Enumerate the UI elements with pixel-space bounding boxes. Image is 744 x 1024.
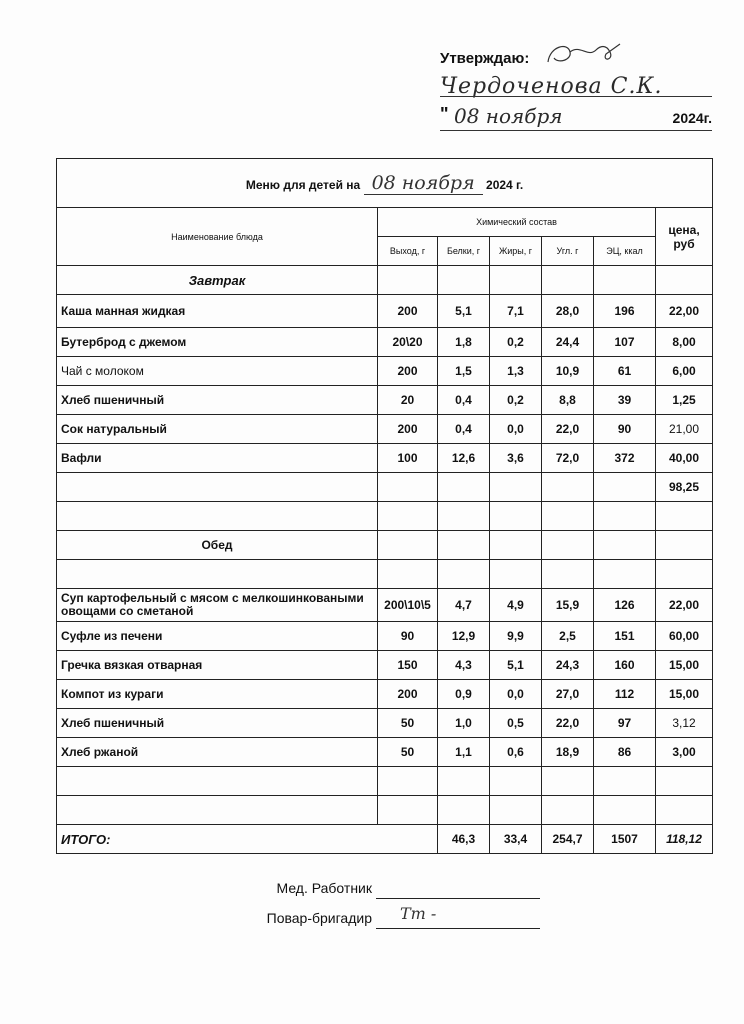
table-row (57, 680, 713, 709)
header-col: ЭЦ, ккал (594, 237, 656, 266)
header-col: Белки, г (438, 237, 490, 266)
cell-protein: 0,9 (438, 680, 490, 709)
title-suffix: 2024 г. (486, 178, 524, 192)
cell-protein: 0,4 (438, 386, 490, 415)
table-row (57, 415, 713, 444)
name-line (440, 96, 712, 97)
title-date: 08 ноября (364, 172, 483, 195)
cell-energy: 90 (594, 415, 656, 444)
cell-out: 200 (378, 680, 438, 709)
cell-price: 15,00 (656, 651, 713, 680)
cell-energy: 39 (594, 386, 656, 415)
table-row (57, 589, 713, 622)
title-prefix: Меню для детей на (245, 178, 361, 192)
cell-energy: 372 (594, 444, 656, 473)
cell-carb: 2,5 (542, 622, 594, 651)
cook-signature: Тт - (400, 904, 437, 923)
header-dish-name: Наименование блюда (57, 208, 378, 266)
cell-price: 40,00 (656, 444, 713, 473)
header-chem: Химический состав (378, 208, 656, 237)
cell-price: 3,00 (656, 738, 713, 767)
cell-energy: 196 (594, 295, 656, 328)
cell-energy: 112 (594, 680, 656, 709)
cook-signature-line (376, 928, 540, 929)
cell-out: 50 (378, 709, 438, 738)
cell-out: 50 (378, 738, 438, 767)
cell-carb: 24,3 (542, 651, 594, 680)
cell-price: 1,25 (656, 386, 713, 415)
cell-energy: 86 (594, 738, 656, 767)
total-row (57, 825, 713, 854)
table-row (57, 738, 713, 767)
cell-carb: 24,4 (542, 328, 594, 357)
cell-out: 100 (378, 444, 438, 473)
cell-protein: 1,5 (438, 357, 490, 386)
cell-price: 3,12 (656, 709, 713, 738)
dish-name: Компот из кураги (57, 680, 378, 709)
table-row (57, 651, 713, 680)
cell-fat: 3,6 (490, 444, 542, 473)
approval-date: 08 ноября (454, 104, 563, 128)
table-row (57, 386, 713, 415)
dish-name: Суп картофельный с мясом с мелкошинковаными овощами со сметаной (57, 589, 378, 622)
dish-name: Чай с молоком (57, 357, 378, 386)
cell-protein: 1,1 (438, 738, 490, 767)
cell-price: 22,00 (656, 295, 713, 328)
cell-fat: 0,0 (490, 415, 542, 444)
empty-row (57, 560, 713, 589)
header-col: Жиры, г (490, 237, 542, 266)
cell-energy: 107 (594, 328, 656, 357)
total-protein: 46,3 (438, 825, 490, 854)
total-fat: 33,4 (490, 825, 542, 854)
cell-out: 150 (378, 651, 438, 680)
cell-protein: 1,0 (438, 709, 490, 738)
cell-protein: 4,3 (438, 651, 490, 680)
table-row (57, 709, 713, 738)
cell-energy: 126 (594, 589, 656, 622)
cell-fat: 0,0 (490, 680, 542, 709)
dish-name: Хлеб пшеничный (57, 709, 378, 738)
menu-title (57, 159, 713, 208)
cell-out: 200 (378, 357, 438, 386)
cell-fat: 0,5 (490, 709, 542, 738)
cell-energy: 160 (594, 651, 656, 680)
cell-out: 200 (378, 295, 438, 328)
cell-price: 22,00 (656, 589, 713, 622)
table-row (57, 444, 713, 473)
table-row (57, 328, 713, 357)
dish-name: Сок натуральный (57, 415, 378, 444)
total-label: ИТОГО: (57, 825, 438, 854)
cell-price: 21,00 (656, 415, 713, 444)
cell-fat: 0,6 (490, 738, 542, 767)
dish-name: Суфле из печени (57, 622, 378, 651)
cell-carb: 22,0 (542, 415, 594, 444)
table-row (57, 357, 713, 386)
dish-name: Бутерброд с джемом (57, 328, 378, 357)
cell-fat: 0,2 (490, 386, 542, 415)
section-breakfast: Завтрак (57, 266, 378, 295)
cell-price: 15,00 (656, 680, 713, 709)
header-col: Угл. г (542, 237, 594, 266)
cell-price: 8,00 (656, 328, 713, 357)
cell-carb: 10,9 (542, 357, 594, 386)
date-line (440, 130, 712, 131)
cell-protein: 0,4 (438, 415, 490, 444)
dish-name: Гречка вязкая отварная (57, 651, 378, 680)
dish-name: Хлеб пшеничный (57, 386, 378, 415)
approval-block (440, 38, 712, 138)
table-row (57, 295, 713, 328)
cell-out: 200\10\5 (378, 589, 438, 622)
menu-table (56, 158, 713, 854)
cell-carb: 18,9 (542, 738, 594, 767)
header-price: цена, руб (656, 208, 713, 266)
cell-carb: 15,9 (542, 589, 594, 622)
dish-name: Хлеб ржаной (57, 738, 378, 767)
cell-carb: 8,8 (542, 386, 594, 415)
approval-year: 2024г. (672, 110, 712, 126)
cell-fat: 4,9 (490, 589, 542, 622)
approver-name: Чердоченова С.К. (440, 74, 663, 99)
med-signature-line (376, 898, 540, 899)
cell-out: 20\20 (378, 328, 438, 357)
cell-fat: 1,3 (490, 357, 542, 386)
date-quote: " (440, 104, 449, 124)
approval-label: Утверждаю: (440, 50, 530, 67)
cell-energy: 97 (594, 709, 656, 738)
cell-fat: 0,2 (490, 328, 542, 357)
cell-out: 90 (378, 622, 438, 651)
section-lunch: Обед (57, 531, 378, 560)
cell-fat: 9,9 (490, 622, 542, 651)
cell-protein: 12,6 (438, 444, 490, 473)
breakfast-subtotal: 98,25 (656, 473, 713, 502)
cell-fat: 7,1 (490, 295, 542, 328)
cell-price: 6,00 (656, 357, 713, 386)
cell-out: 20 (378, 386, 438, 415)
dish-name: Каша манная жидкая (57, 295, 378, 328)
empty-row (57, 767, 713, 796)
empty-row (57, 796, 713, 825)
cell-protein: 1,8 (438, 328, 490, 357)
table-row (57, 622, 713, 651)
cell-price: 60,00 (656, 622, 713, 651)
cell-energy: 61 (594, 357, 656, 386)
dish-name: Вафли (57, 444, 378, 473)
cell-protein: 5,1 (438, 295, 490, 328)
subtotal-row (57, 473, 713, 502)
cell-energy: 151 (594, 622, 656, 651)
cell-fat: 5,1 (490, 651, 542, 680)
cell-carb: 27,0 (542, 680, 594, 709)
cell-protein: 4,7 (438, 589, 490, 622)
header-col: Выход, г (378, 237, 438, 266)
cell-carb: 72,0 (542, 444, 594, 473)
cell-carb: 22,0 (542, 709, 594, 738)
total-price: 118,12 (656, 825, 713, 854)
cell-out: 200 (378, 415, 438, 444)
total-energy: 1507 (594, 825, 656, 854)
total-carb: 254,7 (542, 825, 594, 854)
cook-label: Повар-бригадир (266, 910, 372, 926)
cell-carb: 28,0 (542, 295, 594, 328)
director-signature (540, 38, 630, 72)
med-worker-label: Мед. Работник (276, 880, 372, 896)
empty-row (57, 502, 713, 531)
cell-protein: 12,9 (438, 622, 490, 651)
